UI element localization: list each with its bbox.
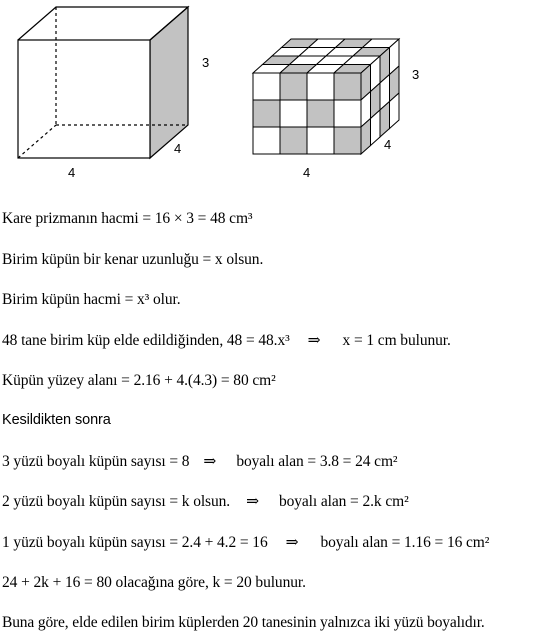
stack-front-cell — [280, 127, 307, 154]
one-face-line — [2, 534, 489, 552]
unit-volume-line: Birim küpün hacmi = x³ olur. — [2, 291, 181, 308]
one-face-left: 1 yüzü boyalı küpün sayısı = 2.4 + 4.2 = 16 — [2, 534, 268, 551]
conclusion-line: Buna göre, elde edilen birim küplerden 20 tanesinin yalnızca iki yüzü boyalıdır. — [2, 614, 485, 631]
stack-depth-label: 4 — [384, 137, 392, 152]
surface-area-line: Küpün yüzey alanı = 2.16 + 4.(4.3) = 80 cm² — [2, 372, 276, 389]
stack-front-cell — [280, 73, 307, 100]
prism-figure — [0, 0, 556, 195]
stack-front-cell — [253, 100, 280, 127]
stack-front-cell — [253, 127, 280, 154]
implies-arrow: ⇒ — [203, 453, 217, 470]
two-faces-left: 2 yüzü boyalı küpün sayısı = k olsun. — [2, 493, 231, 510]
implies-arrow: ⇒ — [246, 493, 259, 510]
solve-x-line — [2, 332, 451, 350]
stack-front-cell — [334, 100, 361, 127]
stack-front-cell — [307, 100, 334, 127]
stack-front-cell — [280, 100, 307, 127]
equation-k-line: 24 + 2k + 16 = 80 olacağına göre, k = 20 bulunur. — [2, 574, 306, 591]
three-faces-left: 3 yüzü boyalı küpün sayısı = 8 — [2, 453, 190, 470]
implies-arrow: ⇒ — [285, 534, 299, 551]
stack-height-label: 3 — [412, 67, 420, 82]
volume-line: Kare prizmanın hacmi = 16 × 3 = 48 cm³ — [2, 210, 253, 227]
figures-area — [0, 0, 556, 195]
two-faces-right: boyalı alan = 2.k cm² — [278, 493, 409, 510]
cube-stack-drawing — [253, 39, 399, 154]
stack-front-cell — [334, 127, 361, 154]
prism-width-label: 4 — [68, 165, 76, 180]
prism-height-label: 3 — [202, 55, 210, 70]
solve-x-right: x = 1 cm bulunur. — [342, 332, 451, 349]
stack-front-cell — [253, 73, 280, 100]
stack-width-label: 4 — [303, 165, 311, 180]
stack-front-cell — [334, 73, 361, 100]
three-faces-right: boyalı alan = 3.8 = 24 cm² — [236, 453, 398, 470]
implies-arrow: ⇒ — [307, 332, 321, 349]
prism-depth-label: 4 — [174, 141, 182, 156]
three-faces-line — [2, 453, 397, 471]
prism-right-face — [150, 7, 188, 158]
stack-front-cell — [307, 127, 334, 154]
unit-edge-line: Birim küpün bir kenar uzunluğu = x olsun. — [2, 251, 264, 268]
prism-drawing — [18, 7, 188, 158]
stack-front-cell — [307, 73, 334, 100]
solve-x-left: 48 tane birim küp elde edildiğinden, 48 = 48.x³ — [2, 332, 290, 349]
two-faces-line — [2, 493, 409, 511]
after-cut-line: Kesildikten sonra — [2, 412, 111, 428]
one-face-right: boyalı alan = 1.16 = 16 cm² — [320, 534, 490, 551]
